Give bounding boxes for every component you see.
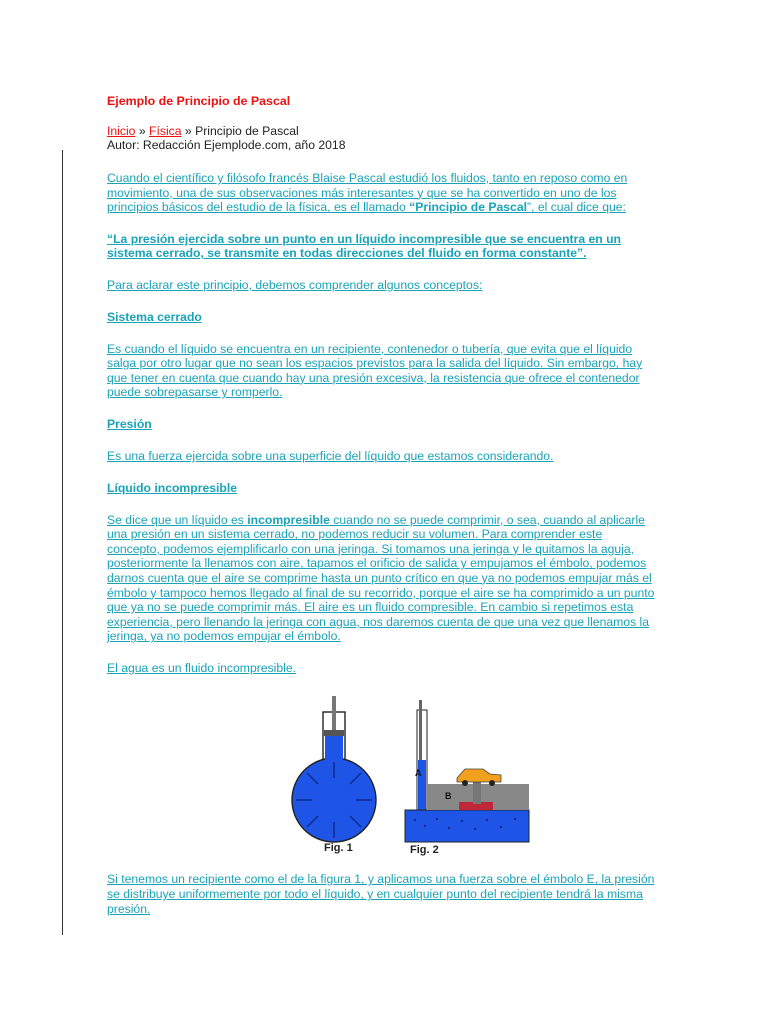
closed-system-paragraph[interactable]: Es cuando el líquido se encuentra en un recipiente, contenedor o tubería, que evita que el líquido salga por otro lugar que no sean los espacios previstos para la salida del líquido. Sin embargo, hay que tener en cuenta que cuando hay una presión excesiva, la resistencia que ofrece el contenedor puede sobrepasarse y romperlo. xyxy=(107,341,643,400)
incompressible-text: Se dice que un líquido es xyxy=(107,512,248,527)
water-paragraph[interactable]: El agua es un fluido incompresible. xyxy=(107,660,297,675)
incompressible-text-end: cuando no se puede comprimir, o sea, cuando al aplicarle una presión en un sistema cerrado, no podemos reducir su volumen. Para comprender este concepto, podemos ejemplificarlo con una jeringa. Si tomamos una jeringa y le quitamos la aguja, posteriormente la llenamos con aire, tapamos el orificio de salida y empujamos el émbolo, podemos darnos cuenta que el aire se comprime hasta un punto crítico en que ya no podemos empujar más el émbolo y tampoco hemos llegado al final de su recorrido, porque el aire se ha comprimido a un punto que ya no se puede comprimir más. El aire es un fluido compresible. En cambio si repetimos esta experiencia, pero llenando la jeringa con agua, nos daremos cuenta de que una vez que llenamos la jeringa, ya no podemos empujar el émbolo. xyxy=(107,512,655,644)
margin-rule xyxy=(62,150,63,935)
intro-text: Cuando el científico y filósofo francés Blaise Pascal estudió los fluidos, tanto en reposo como en movimiento, una de sus observaciones más interesantes y que se ha convertido en uno de los principios básicos del estudio de la física, es el llamado xyxy=(107,171,628,215)
breadcrumb-section-link[interactable]: Física xyxy=(149,124,182,138)
label-a: A xyxy=(415,768,422,779)
breadcrumb-home-link[interactable]: Inicio xyxy=(107,124,136,138)
pascal-quote[interactable]: “La presión ejercida sobre un punto en un líquido incompresible que se encuentra en un sistema cerrado, se transmite en todas direcciones del fluido en forma constante”. xyxy=(107,231,621,261)
intro-bold-term: “Principio de Pascal xyxy=(409,200,527,215)
fig2-caption: Fig. 2 xyxy=(410,844,439,857)
fig1-flask-drawing xyxy=(292,696,376,842)
incompressible-bold-term: incompresible xyxy=(247,512,330,527)
fig2-hydraulic-drawing xyxy=(405,700,529,842)
pascal-figure xyxy=(107,692,655,864)
clarify-paragraph[interactable]: Para aclarar este principio, debemos comprender algunos conceptos: xyxy=(107,277,483,292)
intro-paragraph[interactable] xyxy=(107,171,655,215)
breadcrumb-current: Principio de Pascal xyxy=(195,124,299,138)
breadcrumb-separator: » xyxy=(181,124,196,138)
intro-text-end: ”, el cual dice que: xyxy=(527,200,626,215)
breadcrumb xyxy=(107,124,655,138)
label-b: B xyxy=(445,791,452,802)
closing-paragraph[interactable]: Si tenemos un recipiente como el de la figura 1, y aplicamos una fuerza sobre el émbolo E, la presión se distribuye uniformemente por todo el líquido, y en cualquier punto del recipiente tendrá la misma presión. xyxy=(107,872,655,916)
heading-sistema-cerrado[interactable]: Sistema cerrado xyxy=(107,309,202,324)
pressure-paragraph[interactable]: Es una fuerza ejercida sobre una superficie del líquido que estamos considerando. xyxy=(107,448,554,463)
document-page xyxy=(107,94,655,933)
author-line: Autor: Redacción Ejemplode.com, año 2018 xyxy=(107,138,346,152)
heading-liquido-incompresible[interactable]: Líquido incompresible xyxy=(107,480,238,495)
page-title: Ejemplo de Principio de Pascal xyxy=(107,94,291,108)
fig1-caption: Fig. 1 xyxy=(324,842,353,855)
pascal-diagram xyxy=(287,692,587,860)
incompressible-paragraph[interactable] xyxy=(107,513,655,644)
heading-presion[interactable]: Presión xyxy=(107,416,152,431)
breadcrumb-separator: » xyxy=(135,124,150,138)
